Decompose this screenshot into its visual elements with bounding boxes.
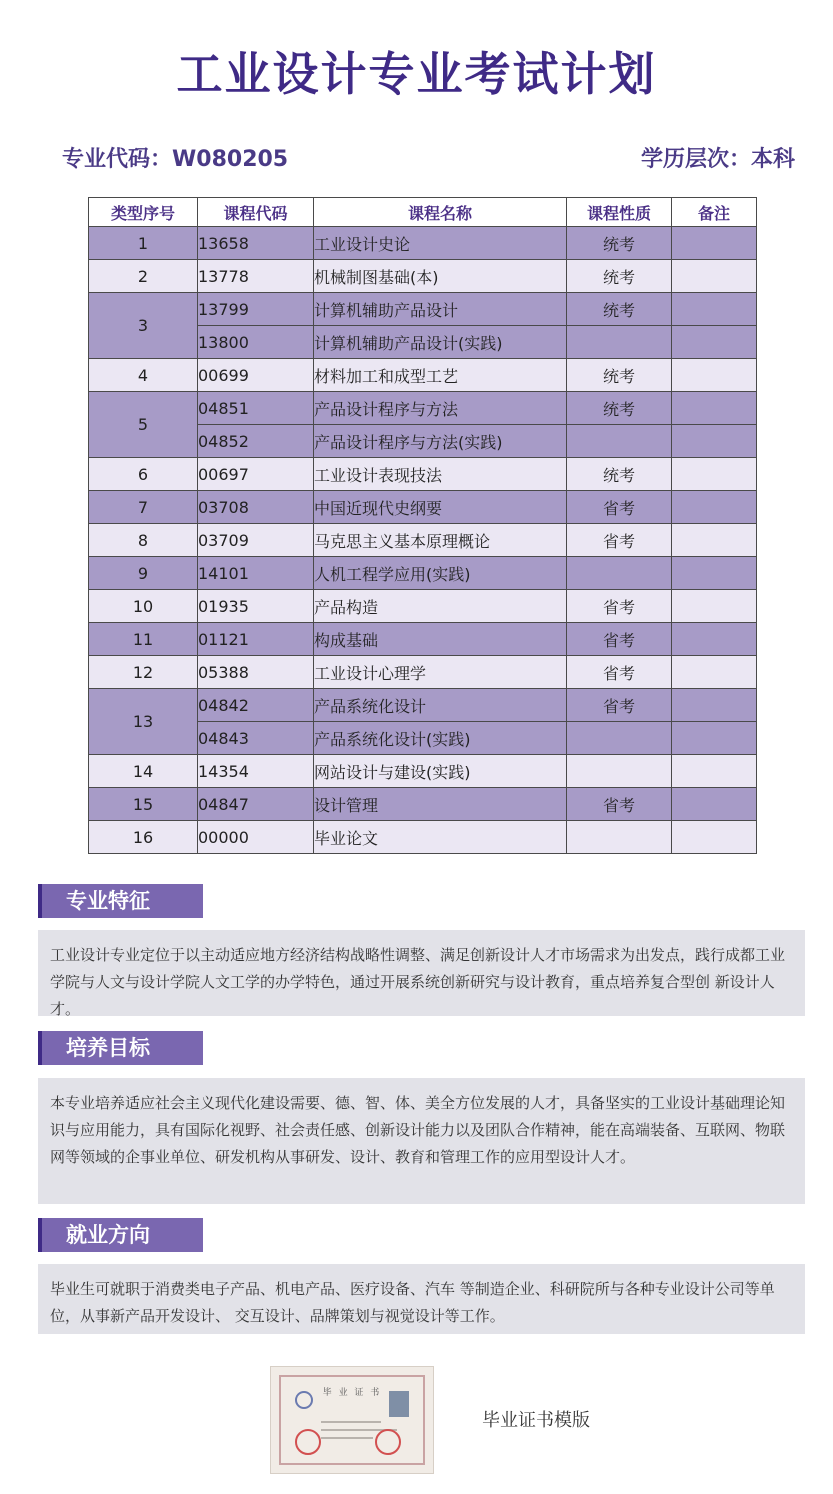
table-row [89,260,757,293]
name-cell: 人机工程学应用(实践) [314,557,567,590]
nature-cell: 省考 [567,623,672,656]
table-row [89,821,757,854]
type-cell: 16 [89,821,198,854]
type-cell: 7 [89,491,198,524]
seal-icon [375,1429,401,1455]
type-cell: 4 [89,359,198,392]
code-cell: 03709 [198,524,314,557]
text-line [321,1437,373,1439]
name-cell: 计算机辅助产品设计(实践) [314,326,567,359]
table-row [89,590,757,623]
features-heading: 专业特征 [38,884,203,918]
code-cell: 04852 [198,425,314,458]
table-row [89,293,757,326]
code-cell: 14354 [198,755,314,788]
code-cell: 04847 [198,788,314,821]
nature-cell: 省考 [567,656,672,689]
text-line [321,1421,381,1423]
type-cell: 6 [89,458,198,491]
name-cell: 网站设计与建设(实践) [314,755,567,788]
nature-cell: 统考 [567,392,672,425]
type-cell: 1 [89,227,198,260]
type-cell: 12 [89,656,198,689]
note-cell [672,788,757,821]
code-cell: 13778 [198,260,314,293]
nature-cell [567,755,672,788]
code-cell: 13800 [198,326,314,359]
type-cell: 3 [89,293,198,359]
note-cell [672,260,757,293]
name-cell: 构成基础 [314,623,567,656]
name-cell: 工业设计表现技法 [314,458,567,491]
name-cell: 设计管理 [314,788,567,821]
seal-icon [295,1429,321,1455]
note-cell [672,326,757,359]
note-cell [672,722,757,755]
nature-cell [567,326,672,359]
code-cell: 13799 [198,293,314,326]
note-cell [672,227,757,260]
name-cell: 产品系统化设计(实践) [314,722,567,755]
type-cell: 13 [89,689,198,755]
code-cell: 00697 [198,458,314,491]
type-cell: 14 [89,755,198,788]
note-cell [672,689,757,722]
note-cell [672,293,757,326]
code-cell: 00000 [198,821,314,854]
type-cell: 15 [89,788,198,821]
name-cell: 产品设计程序与方法(实践) [314,425,567,458]
table-row [89,359,757,392]
nature-cell: 统考 [567,359,672,392]
nature-cell: 省考 [567,590,672,623]
nature-cell: 统考 [567,293,672,326]
nature-cell: 省考 [567,689,672,722]
note-cell [672,623,757,656]
nature-cell [567,722,672,755]
certificate-image [270,1366,434,1474]
type-cell: 10 [89,590,198,623]
note-cell [672,524,757,557]
note-cell [672,425,757,458]
nature-cell: 统考 [567,227,672,260]
name-cell: 工业设计史论 [314,227,567,260]
nature-cell: 统考 [567,260,672,293]
name-cell: 材料加工和成型工艺 [314,359,567,392]
table-row [89,524,757,557]
table-row [89,656,757,689]
note-cell [672,359,757,392]
employment-heading: 就业方向 [38,1218,203,1252]
certificate-title: 毕 业 证 书 [322,1388,382,1398]
code-cell: 04842 [198,689,314,722]
nature-cell: 省考 [567,788,672,821]
table-row [89,458,757,491]
name-cell: 产品构造 [314,590,567,623]
code-cell: 04851 [198,392,314,425]
table-row [89,392,757,425]
major-code: 专业代码：W080205 [62,147,289,172]
features-text: 工业设计专业定位于以主动适应地方经济结构战略性调整、满足创新设计人才市场需求为出发点，践行成都工业学院与人文与设计学院人文工学的办学特色，通过开展系统创新研究与设计教育，重点培养复合型创 新设计人才。 [38,930,805,1016]
code-cell: 01935 [198,590,314,623]
name-cell: 马克思主义基本原理概论 [314,524,567,557]
table-row [89,491,757,524]
code-cell: 04843 [198,722,314,755]
nature-cell: 省考 [567,524,672,557]
page-title: 工业设计专业考试计划 [176,47,657,101]
code-cell: 13658 [198,227,314,260]
table-row [89,788,757,821]
name-cell: 产品设计程序与方法 [314,392,567,425]
code-cell: 03708 [198,491,314,524]
table-row [89,689,757,722]
education-level: 学历层次：本科 [640,147,795,172]
table-row [89,755,757,788]
note-cell [672,590,757,623]
code-cell: 05388 [198,656,314,689]
type-cell: 8 [89,524,198,557]
nature-cell [567,425,672,458]
goals-heading: 培养目标 [38,1031,203,1065]
name-cell: 产品系统化设计 [314,689,567,722]
photo-icon [389,1391,409,1417]
note-cell [672,821,757,854]
type-cell: 5 [89,392,198,458]
header-note: 备注 [672,198,757,227]
nature-cell: 省考 [567,491,672,524]
header-type: 类型序号 [89,198,198,227]
type-cell: 11 [89,623,198,656]
name-cell: 计算机辅助产品设计 [314,293,567,326]
nature-cell [567,557,672,590]
note-cell [672,392,757,425]
header-code: 课程代码 [198,198,314,227]
note-cell [672,656,757,689]
table-row [89,557,757,590]
exam-plan-table [88,197,757,854]
note-cell [672,458,757,491]
table-row [89,623,757,656]
code-cell: 01121 [198,623,314,656]
nature-cell [567,821,672,854]
nature-cell: 统考 [567,458,672,491]
type-cell: 2 [89,260,198,293]
type-cell: 9 [89,557,198,590]
name-cell: 毕业论文 [314,821,567,854]
certificate-border [279,1375,425,1465]
note-cell [672,491,757,524]
note-cell [672,557,757,590]
goals-text: 本专业培养适应社会主义现代化建设需要、德、智、体、美全方位发展的人才，具备坚实的工业设计基础理论知识与应用能力，具有国际化视野、社会责任感、创新设计能力以及团队合作精神，能在高端装备、互联网、物联网等领域的企事业单位、研发机构从事研发、设计、教育和管理工作的应用型设计人才。 [38,1078,805,1204]
employment-text: 毕业生可就职于消费类电子产品、机电产品、医疗设备、汽车 等制造企业、科研院所与各种专业设计公司等单位，从事新产品开发设计、 交互设计、品牌策划与视觉设计等工作。 [38,1264,805,1334]
name-cell: 机械制图基础(本) [314,260,567,293]
code-cell: 14101 [198,557,314,590]
note-cell [672,755,757,788]
header-nature: 课程性质 [567,198,672,227]
table-header-row [89,198,757,227]
name-cell: 中国近现代史纲要 [314,491,567,524]
certificate-caption: 毕业证书模版 [482,1410,590,1431]
header-name: 课程名称 [314,198,567,227]
school-logo-icon [295,1391,313,1409]
table-row [89,227,757,260]
name-cell: 工业设计心理学 [314,656,567,689]
code-cell: 00699 [198,359,314,392]
